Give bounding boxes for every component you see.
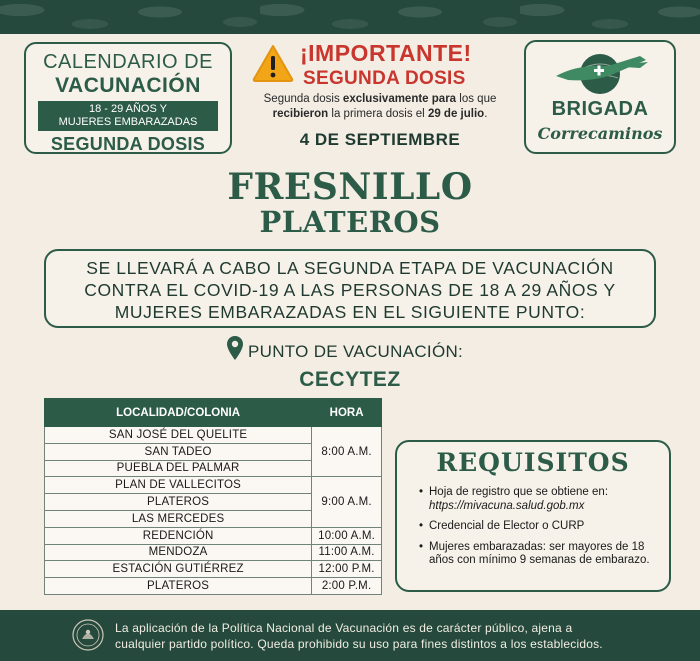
important-text-part1: Segunda dosis	[263, 93, 343, 105]
footer-line2: cualquier partido político. Queda prohibido su uso para fines distintos a los establecidos.	[115, 637, 603, 651]
hour-cell: 10:00 A.M.	[312, 527, 382, 544]
header-locality: LOCALIDAD/COLONIA	[45, 399, 312, 427]
calendar-subtitle: SEGUNDA DOSIS	[50, 134, 206, 154]
vaccination-point-name: CECYTEZ	[299, 368, 401, 391]
roadrunner-logo	[548, 48, 652, 96]
table-row	[45, 544, 382, 561]
locality-cell: LAS MERCEDES	[45, 510, 312, 527]
announcement-line1: SE LLEVARÁ A CABO LA SEGUNDA ETAPA DE VACUNACIÓN	[86, 258, 614, 278]
vaccination-date: 4 DE SEPTIEMBRE	[299, 130, 461, 149]
table-row	[45, 527, 382, 544]
announcement-box	[44, 249, 656, 328]
list-item	[419, 486, 664, 513]
hour-cell: 8:00 A.M.	[312, 427, 382, 477]
city-title: FRESNILLO	[227, 166, 473, 208]
hour-cell: 12:00 P.M.	[312, 561, 382, 578]
list-item: • Mujeres embarazadas: ser mayores de 18 años con mínimo 9 semanas de embarazo.	[419, 541, 664, 568]
important-text-bold1: exclusivamente para	[342, 93, 457, 105]
calendar-title-line1: CALENDARIO DE	[43, 51, 213, 73]
header-hour: HORA	[312, 399, 382, 427]
town-title: PLATEROS	[259, 205, 441, 239]
locality-cell: REDENCIÓN	[45, 527, 312, 544]
important-text-bold3: 29 de julio	[427, 108, 485, 120]
national-seal-icon	[72, 619, 104, 651]
important-text-part4: .	[484, 108, 488, 120]
brigada-subtitle: Correcaminos	[537, 124, 663, 143]
important-description	[244, 92, 516, 122]
table-row	[45, 561, 382, 578]
footer-disclaimer	[115, 620, 675, 652]
requirement-registration-text: Hoja de registro que se obtiene en:	[429, 486, 609, 498]
important-subtitle: SEGUNDA DOSIS	[303, 68, 466, 89]
map-pin-icon	[226, 335, 244, 361]
announcement-line2: CONTRA EL COVID-19 A LAS PERSONAS DE 18 A 29 AÑOS Y	[84, 280, 616, 300]
locality-cell: ESTACIÓN GUTIÉRREZ	[45, 561, 312, 578]
footer	[0, 610, 700, 661]
table-row	[45, 477, 382, 494]
requirements-list	[419, 486, 664, 575]
hour-cell: 9:00 A.M.	[312, 477, 382, 527]
calendar-strip-line2: MUJERES EMBARAZADAS	[58, 116, 198, 128]
top-decorative-band	[0, 0, 700, 34]
vaccination-point-label: PUNTO DE VACUNACIÓN:	[248, 342, 464, 361]
important-text-part3: la primera dosis el	[328, 108, 428, 120]
calendar-strip-line1: 18 - 29 AÑOS Y	[88, 103, 168, 115]
table-row	[45, 427, 382, 444]
important-title: ¡IMPORTANTE!	[300, 40, 472, 66]
warning-icon	[252, 44, 294, 82]
calendar-age-strip	[38, 101, 218, 131]
hour-cell: 11:00 A.M.	[312, 544, 382, 561]
calendar-box	[24, 42, 232, 154]
locality-cell: PLAN DE VALLECITOS	[45, 477, 312, 494]
locality-cell: SAN JOSÉ DEL QUELITE	[45, 427, 312, 444]
important-text-bold2: recibieron	[272, 108, 329, 120]
locality-cell: PLATEROS	[45, 578, 312, 595]
locality-cell: PLATEROS	[45, 494, 312, 511]
table-row	[45, 578, 382, 595]
locality-cell: SAN TADEO	[45, 443, 312, 460]
registration-url: https://mivacuna.salud.gob.mx	[429, 499, 585, 512]
brigada-box	[524, 40, 676, 154]
locality-cell: MENDOZA	[45, 544, 312, 561]
list-item: • Credencial de Elector o CURP	[419, 520, 664, 534]
announcement-line3: MUJERES EMBARAZADAS EN EL SIGUIENTE PUNTO:	[114, 302, 586, 322]
important-text-part2: los que	[456, 93, 497, 105]
footer-line1: La aplicación de la Política Nacional de Vacunación es de carácter público, ajena a	[115, 621, 573, 635]
requirements-title: REQUISITOS	[436, 448, 630, 477]
calendar-title-line2: VACUNACIÓN	[55, 74, 201, 97]
locality-cell: PUEBLA DEL PALMAR	[45, 460, 312, 477]
schedule-table	[44, 398, 382, 595]
requirements-box	[395, 440, 671, 592]
brigada-title: BRIGADA	[551, 98, 649, 120]
hour-cell: 2:00 P.M.	[312, 578, 382, 595]
table-header-row	[45, 399, 382, 427]
